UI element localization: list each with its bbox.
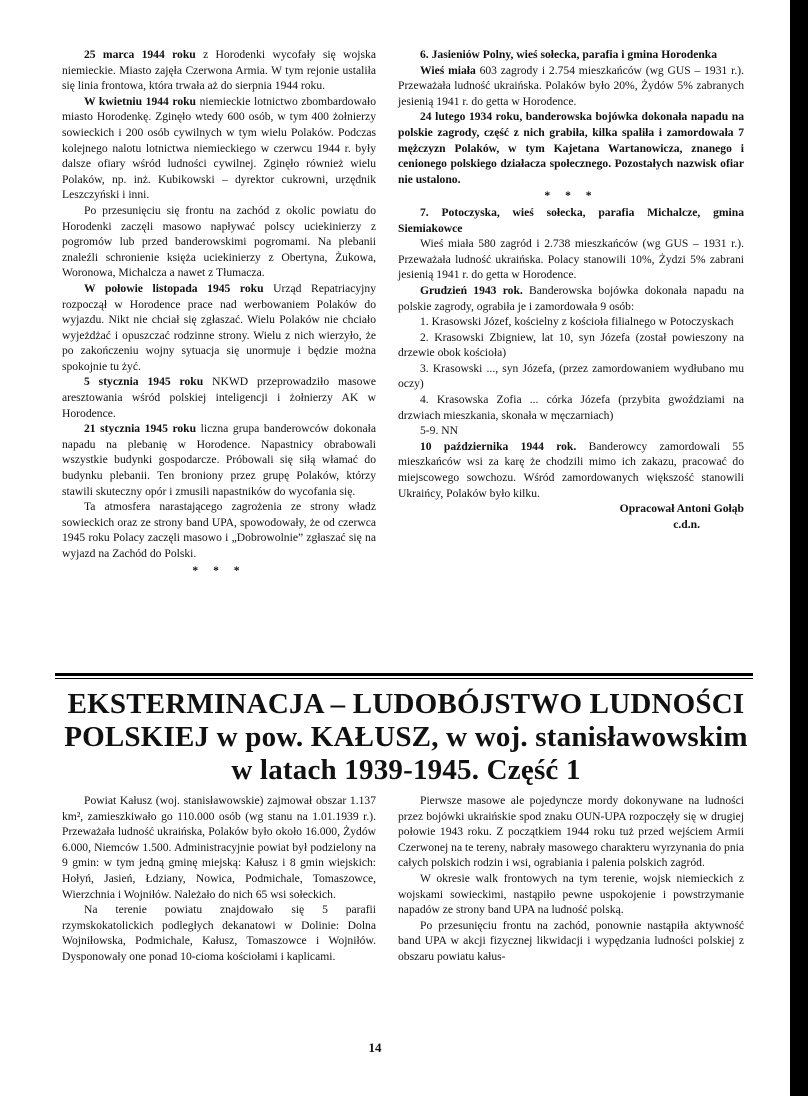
paragraph — [398, 109, 744, 187]
date-lead: 25 marca 1944 roku — [84, 48, 196, 61]
paragraph-text: Ta atmosfera narastającego zagrożenia ze strony władz sowieckich oraz ze strony band UPA, spowodowały, że od czerwca 1945 roku Polacy zaczęli masowo i „Dobrowolnie” zgłaszać się na wyjazd na Zachód do Polski. — [62, 500, 376, 560]
right-column-bottom — [398, 793, 744, 965]
paragraph: Powiat Kałusz (woj. stanisławowskie) zajmował obszar 1.137 km², zamieszkiwało go 110.000 osób (wg stanu na 1.01.1939 r.). Przeważała ludność ukraińska, Polaków było około 16.000, Żydów 6.000, Niemców 1.500. Administracyjnie powiat był podzielony na 9 gmin: w tym jedną gminę miejską: Kałusz i 8 gmin wiejskich: Hołyń, Jasień, Łdziany, Nowica, Podmichale, Tomaszowce, Wierzchnia i Wojniłów. Należało do nich 65 wsi sołeckich. — [62, 794, 376, 901]
victim-item: 5-9. NN — [420, 424, 458, 438]
paragraph — [398, 63, 744, 110]
paragraph-text: banderowska bojówka dokonała napadu na polskie zagrody, część z nich grabiła, kilka spaliła i zamordowała 7 mężczyzn Polaków, w tym Kajetana Wartanowicza, znanego i cenionego polskiego działacza społecznego. Pozostałych nazwisk ofiar nie ustalono. — [398, 110, 744, 186]
paragraph-text: 603 zagrody i 2.754 mieszkańców (wg GUS – 1931 r.). Przeważała ludność ukraińska. Polaków było 20%, Żydów 5% zabranych jesienią 1941 r. do getta w Horodence. — [398, 63, 744, 108]
paragraph — [62, 374, 376, 421]
left-column-top — [62, 47, 376, 579]
victim-item: 1. Krasowski Józef, kościelny z kościoła filialnego w Potoczyskach — [420, 315, 734, 329]
date-lead: W kwietniu 1944 roku — [84, 94, 197, 108]
paragraph-text: Urząd Repatriacyjny rozpoczął w Horodence prace nad werbowaniem Polaków do wyjazdu. Nikt nie chciał się zgłaszać. Wielu Polaków nie chciało wyjeżdżać i opuszczać rodzinne strony. Wielu z nich wierzyło, że po zakończeniu wojny sytuacja się unormuje i będzie można spokojnie tu żyć. — [62, 281, 376, 373]
paragraph-text: Banderowcy zamordowali 55 mieszkańców wsi za karę że chodzili mimo ich zakazu, pracować do miejscowego sowchozu. Wśród zamordowanych większość stanowili Ukraińcy, Polaków było kilku. — [398, 439, 744, 500]
section-heading: 7. Potoczyska, wieś sołecka, parafia Michalcze, gmina Siemiakowce — [398, 205, 744, 235]
paragraph — [62, 421, 376, 499]
scan-edge-bar — [790, 0, 808, 1096]
paragraph — [62, 499, 376, 561]
paragraph: W okresie walk frontowych na tym terenie, wojsk niemieckich z wojskami sowieckimi, nastąpiło pewne uspokojenie i powstrzymanie napadów ze strony band UPA na ludność polską. — [398, 871, 744, 917]
paragraph: Po przesunięciu frontu na zachód, ponownie nastąpiła aktywność band UPA w akcji fizycznej likwidacji i wypędzania ludności polskiej z obszaru powiatu kałus- — [398, 918, 744, 963]
right-column-top — [398, 47, 744, 532]
page-number: 14 — [368, 1040, 382, 1055]
paragraph-text: Po przesunięciu się frontu na zachód z okolic powiatu do Horodenki zaczęli masowo napływać polscy uciekinierzy z pogromów lub przed banderowskimi pogromami. Na plebanii znaleźli schronienie księża uciekinierzy z Obertyna, Żukowa, Woronowa, Michalcza a nawet z Tłumacza. — [62, 203, 376, 280]
continued-note: c.d.n. — [673, 517, 700, 531]
victim-item: 2. Krasowski Zbigniew, lat 10, syn Józefa (został powieszony na drzewie obok kościoła) — [398, 330, 744, 360]
victim-item: 3. Krasowski ..., syn Józefa, (przez zamordowaniem wydłubano mu oczy) — [398, 361, 744, 391]
section-separator: * * * — [192, 563, 246, 577]
left-column-bottom — [62, 793, 376, 965]
lead: Wieś miała — [420, 63, 476, 77]
date-lead: 24 lutego 1934 roku, — [420, 110, 523, 124]
date-lead: 21 stycznia 1945 roku — [84, 422, 197, 436]
date-lead: 5 stycznia 1945 roku — [84, 375, 204, 389]
author-signature: Opracował Antoni Gołąb — [619, 502, 744, 516]
paragraph-text: NKWD przeprowadziło masowe aresztowania wśród polskiej inteligencji i żołnierzy AK w Horodence. — [62, 375, 376, 420]
paragraph — [62, 47, 376, 94]
paragraph: Wieś miała 580 zagród i 2.738 mieszkańców (wg GUS – 1931 r.). Przeważała ludność ukraińska. Polacy stanowili 10%, Żydzi 5% zabrani jesienią 1941 r. do getta w Horodence. — [398, 237, 744, 282]
section-heading: 6. Jasieniów Polny, wieś sołecka, parafia i gmina Horodenka — [420, 48, 718, 61]
paragraph — [62, 281, 376, 375]
paragraph — [398, 283, 744, 314]
paragraph-text: liczna grupa banderowców dokonała napadu na plebanię w Horodence. Napastnicy obrabowali wszystkie budynki gospodarcze. Próbowali się siłą włamać do budynku plebanii. Ten broniony przez grupę Polaków, którzy stawili skuteczny opór i zmusili napastników do wycofania się. — [62, 422, 376, 498]
article-title-line: w latach 1939-1945. Część 1 — [231, 754, 581, 786]
victim-item: 4. Krasowska Zofia ... córka Józefa (przybita gwoździami na drzwiach mieszkania, skonała w męczarniach) — [398, 393, 744, 422]
article-title-line: EKSTERMINACJA – LUDOBÓJSTWO LUDNOŚCI — [67, 688, 745, 720]
divider-thick — [55, 673, 753, 676]
date-lead: Grudzień 1943 rok. — [420, 283, 523, 297]
paragraph-text: niemieckie lotnictwo zbombardowało miasto Horodenkę. Zginęło wtedy 600 osób, w tym 400 żołnierzy sowieckich i 200 osób cywilnych w tym wielu Polaków. Podczas kolejnego nalotu lotnictwa niemieckiego w czerwcu 1944 r. były dalsze ofiary wśród ludności cywilnej. Zginęło również wielu Polaków, np. inż. Kubikowski – dyrektor cukrowni, urzędnik Leszczyński i inni. — [62, 94, 376, 202]
paragraph — [398, 439, 744, 501]
paragraph: Pierwsze masowe ale pojedyncze mordy dokonywane na ludności przez bojówki ukraińskie spod znaku OUN-UPA rozpoczęły się w drugiej połowie 1943 roku. Z początkiem 1944 roku tuż przed wejściem Armii Czerwonej na te tereny, nabrały masowego charakteru wyrzynania do pnia całych polskich rodzin i wsi, ograbiania i palenia polskich zagród. — [398, 794, 744, 870]
date-lead: 10 października 1944 rok. — [420, 439, 577, 453]
paragraph — [62, 203, 376, 281]
article-title-line: POLSKIEJ w pow. KAŁUSZ, w woj. stanisławowskim — [64, 721, 748, 753]
divider-thin — [55, 678, 753, 679]
date-lead: W połowie listopada 1945 roku — [84, 281, 264, 295]
article-title — [50, 688, 762, 787]
paragraph-text: z Horodenki wycofały się wojska niemieckie. Miasto zajęła Czerwona Armia. W tym rejonie ustaliła się linia frontowa, która trwała aż do sierpnia 1944 roku. — [62, 48, 376, 93]
paragraph — [62, 94, 376, 203]
section-separator: * * * — [544, 189, 598, 203]
paragraph-text: Banderowska bojówka dokonała napadu na polskie zagrody, ograbiła je i zamordowała 9 osób: — [398, 283, 744, 313]
paragraph: Na terenie powiatu znajdowało się 5 parafii rzymskokatolickich podległych dekanatowi w Dolinie: Dolna Wojniłowska, Podmichale, Kałusz, Tomaszowce i Wojniłów. Dysponowały one ponad 10-cioma kościołami i kaplicami. — [62, 903, 376, 963]
